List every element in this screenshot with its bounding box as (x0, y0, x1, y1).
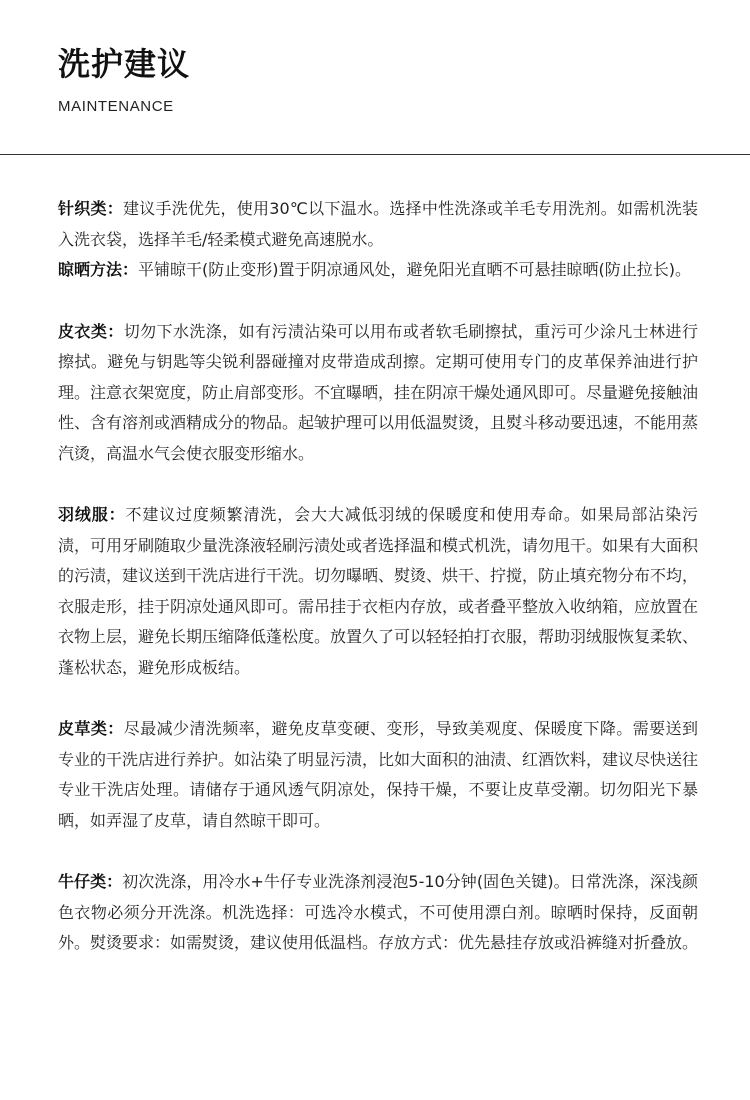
label-fur: 皮草类： (58, 719, 124, 738)
label-denim: 牛仔类： (58, 872, 123, 891)
page-title: 洗护建议 (58, 45, 191, 83)
label-leather: 皮衣类： (58, 321, 124, 341)
page-subtitle: MAINTENANCE (58, 98, 174, 115)
text-fur: 尽最减少清洗频率，避免皮草变硬、变形，导致美观度、保暖度下降。需要送到专业的干洗店进行养护。如沾染了明显污渍，比如大面积的油渍、红酒饮料，建议尽快送往专业干洗店处理。请储存于通风透气阴凉处，保持干燥，不要让皮草受潮。切勿阳光下暴晒，如弄湿了皮草，请自然晾干即可。 (58, 719, 699, 830)
text-leather: 切勿下水洗涤，如有污渍沾染可以用布或者软毛刷擦拭，重污可少涂凡士林进行擦拭。避免与钥匙等尖锐利器碰撞对皮带造成刮擦。定期可使用专门的皮革保养油进行护理。注意衣架宽度，防止肩部变形。不宜曝晒，挂在阴凉干燥处通风即可。尽量避免接触油性、含有溶剂或酒精成分的物品。起皱护理可以用低温熨烫，且熨斗移动要迅速，不能用蒸汽烫，高温水气会使衣服变形缩水。 (58, 321, 699, 463)
text-denim: 初次洗涤，用冷水+牛仔专业洗涤剂浸泡5-10分钟(固色关键)。日常洗涤，深浅颜色衣物必须分开洗涤。机洗选择：可选冷水模式，不可使用漂白剂。晾晒时保持，反面朝外。熨烫要求：如需熨烫，建议使用低温档。存放方式：优先悬挂存放或沿裤缝对折叠放。 (58, 872, 699, 952)
page-header (58, 44, 190, 115)
text-drying-method: 平铺晾干(防止变形)置于阴凉通风处，避免阳光直晒不可悬挂晾晒(防止拉长)。 (138, 260, 691, 279)
paragraph-knitwear-washing (58, 194, 698, 255)
label-down-jacket: 羽绒服： (58, 505, 126, 524)
section-down-jacket (58, 500, 698, 683)
paragraph-knitwear-drying (58, 255, 698, 286)
label-knitwear: 针织类： (58, 199, 124, 218)
care-instructions (58, 194, 698, 959)
section-knitwear (58, 194, 698, 286)
label-drying-method: 晾晒方法： (58, 260, 139, 279)
section-leather (58, 317, 698, 470)
text-knitwear: 建议手洗优先，使用30℃以下温水。选择中性洗涤或羊毛专用洗剂。如需机洗装入洗衣袋，选择羊毛/轻柔模式避免高速脱水。 (58, 199, 698, 249)
text-down-jacket: 不建议过度频繁清洗，会大大减低羽绒的保暖度和使用寿命。如果局部沾染污渍，可用牙刷随取少量洗涤液轻刷污渍处或者选择温和模式机洗，请勿甩干。如果有大面积的污渍，建议送到干洗店进行干洗。切勿曝晒、熨烫、烘干、拧搅，防止填充物分布不均，衣服走形，挂于阴凉处通风即可。需吊挂于衣柜内存放，或者叠平整放入收纳箱，应放置在衣物上层，避免长期压缩降低蓬松度。放置久了可以轻轻拍打衣服，帮助羽绒服恢复柔软、蓬松状态，避免形成板结。 (58, 505, 699, 677)
section-denim (58, 867, 698, 959)
section-fur (58, 714, 698, 836)
header-divider (0, 154, 750, 155)
